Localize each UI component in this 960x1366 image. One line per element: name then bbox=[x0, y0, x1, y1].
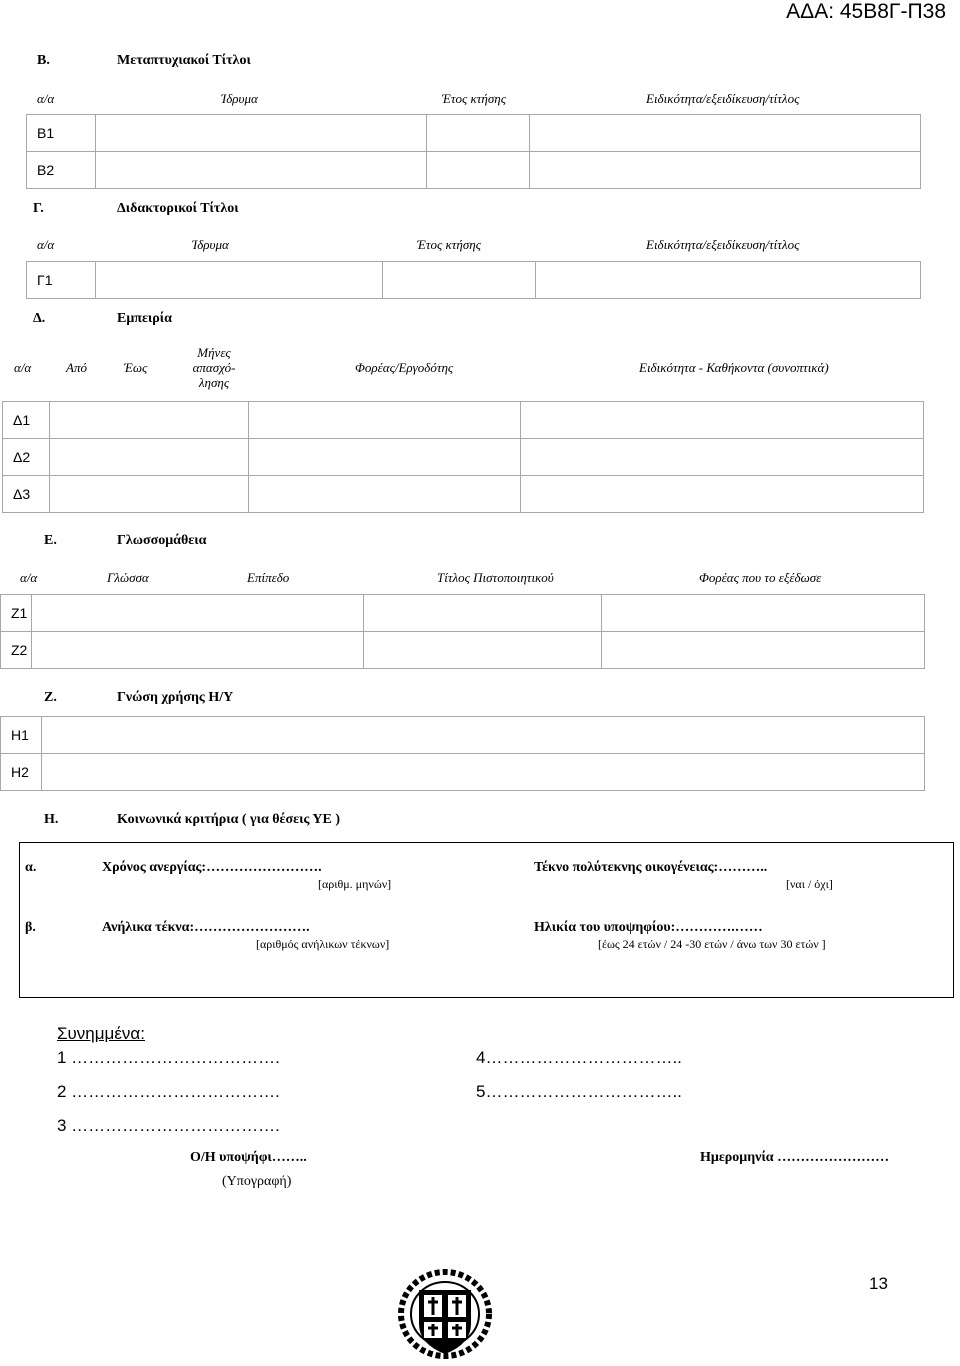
col-header-certificate: Τίτλος Πιστοποιητικού bbox=[437, 570, 554, 585]
col-header-specialty: Ειδικότητα/εξειδίκευση/τίτλος bbox=[646, 91, 800, 106]
table-e bbox=[0, 594, 925, 669]
table-cell[interactable] bbox=[521, 402, 924, 439]
table-cell[interactable] bbox=[521, 439, 924, 476]
section-d-letter: Δ. bbox=[33, 311, 46, 326]
table-cell[interactable] bbox=[602, 632, 925, 669]
attachment-line-5[interactable]: 5…………………………….. bbox=[476, 1082, 682, 1101]
row-label: Δ1 bbox=[3, 402, 50, 439]
table-cell[interactable] bbox=[32, 595, 364, 632]
row-label: Β2 bbox=[27, 152, 96, 189]
col-header-language: Γλώσσα bbox=[107, 570, 149, 585]
row-label: Η1 bbox=[1, 717, 42, 754]
table-cell[interactable] bbox=[427, 152, 530, 189]
col-header-aa: α/α bbox=[20, 570, 38, 585]
col-header-to: Έως bbox=[124, 360, 148, 375]
table-cell[interactable] bbox=[50, 439, 249, 476]
col-header-months bbox=[184, 345, 244, 390]
attachment-line-3[interactable]: 3 ………………………………. bbox=[57, 1116, 280, 1135]
col-header-aa: α/α bbox=[37, 91, 55, 106]
table-g bbox=[26, 261, 921, 299]
table-cell[interactable] bbox=[536, 262, 921, 299]
section-z-letter: Ζ. bbox=[44, 690, 57, 705]
col-header-aa: α/α bbox=[14, 360, 32, 375]
large-family-child-field[interactable]: Τέκνο πολύτεκνης οικογένειας:……….. bbox=[534, 860, 768, 875]
table-cell[interactable] bbox=[427, 115, 530, 152]
attachment-line-4[interactable]: 4…………………………….. bbox=[476, 1048, 682, 1067]
section-e-letter: Ε. bbox=[44, 533, 57, 548]
table-cell[interactable] bbox=[249, 402, 521, 439]
table-cell[interactable] bbox=[364, 595, 602, 632]
col-header-year: Έτος κτήσης bbox=[442, 91, 506, 106]
col-header-from: Από bbox=[66, 360, 87, 375]
section-b-letter: Β. bbox=[37, 53, 50, 68]
attachments-title: Συνημμένα: bbox=[57, 1024, 145, 1043]
table-cell[interactable] bbox=[383, 262, 536, 299]
col-header-issuer: Φορέας που το εξέδωσε bbox=[699, 570, 822, 585]
col-header-level: Επίπεδο bbox=[247, 570, 290, 585]
row-label: Ζ2 bbox=[1, 632, 32, 669]
col-header-institution: Ίδρυμα bbox=[192, 237, 229, 252]
table-cell[interactable] bbox=[249, 439, 521, 476]
col-header-employer: Φορέας/Εργοδότης bbox=[355, 360, 454, 375]
table-cell[interactable] bbox=[42, 717, 925, 754]
table-cell[interactable] bbox=[96, 115, 427, 152]
row-label: Δ3 bbox=[3, 476, 50, 513]
table-cell[interactable] bbox=[249, 476, 521, 513]
row-label: Β1 bbox=[27, 115, 96, 152]
section-e-title: Γλωσσομάθεια bbox=[117, 533, 207, 548]
section-g-title: Διδακτορικοί Τίτλοι bbox=[117, 201, 239, 216]
ada-code: ΑΔΑ: 45Β8Γ-Π38 bbox=[786, 0, 946, 23]
section-d-title: Εμπειρία bbox=[117, 311, 172, 326]
attachment-line-1[interactable]: 1 ………………………………. bbox=[57, 1048, 280, 1067]
col-header-specialty: Ειδικότητα/εξειδίκευση/τίτλος bbox=[646, 237, 800, 252]
table-cell[interactable] bbox=[50, 476, 249, 513]
unemployment-note: [αριθμ. μηνών] bbox=[318, 877, 392, 891]
months-line-3: λησης bbox=[198, 375, 230, 390]
row-label: Η2 bbox=[1, 754, 42, 791]
minor-children-field[interactable]: Ανήλικα τέκνα:……………………. bbox=[102, 920, 310, 935]
months-line-2: απασχό- bbox=[192, 360, 236, 375]
large-family-child-note: [ναι / όχι] bbox=[786, 877, 833, 891]
row-label: Γ1 bbox=[27, 262, 96, 299]
social-b-letter: β. bbox=[25, 920, 36, 935]
candidate-age-note: [έως 24 ετών / 24 -30 ετών / άνω των 30 ετών ] bbox=[598, 937, 826, 951]
section-z-title: Γνώση χρήσης Η/Υ bbox=[117, 690, 234, 705]
row-label: Δ2 bbox=[3, 439, 50, 476]
candidate-label: Ο/Η υποψήφι…….. bbox=[190, 1150, 307, 1165]
unemployment-field[interactable]: Χρόνος ανεργίας:……………………. bbox=[102, 860, 322, 875]
table-cell[interactable] bbox=[96, 152, 427, 189]
table-cell[interactable] bbox=[42, 754, 925, 791]
table-cell[interactable] bbox=[50, 402, 249, 439]
greek-coat-of-arms-emblem bbox=[395, 1262, 495, 1362]
table-b bbox=[26, 114, 921, 189]
page-number: 13 bbox=[869, 1274, 888, 1293]
col-header-aa: α/α bbox=[37, 237, 55, 252]
months-line-1: Μήνες bbox=[197, 345, 231, 360]
table-d bbox=[2, 401, 924, 513]
table-cell[interactable] bbox=[530, 115, 921, 152]
table-cell[interactable] bbox=[521, 476, 924, 513]
table-cell[interactable] bbox=[530, 152, 921, 189]
table-cell[interactable] bbox=[602, 595, 925, 632]
col-header-institution: Ίδρυμα bbox=[221, 91, 258, 106]
table-cell[interactable] bbox=[364, 632, 602, 669]
signature-label: (Υπογραφή) bbox=[222, 1174, 292, 1189]
section-h-title: Κοινωνικά κριτήρια ( για θέσεις ΥΕ ) bbox=[117, 812, 340, 827]
social-a-letter: α. bbox=[25, 860, 37, 875]
row-label: Ζ1 bbox=[1, 595, 32, 632]
table-cell[interactable] bbox=[96, 262, 383, 299]
col-header-duties: Ειδικότητα - Καθήκοντα (συνοπτικά) bbox=[639, 360, 829, 375]
table-cell[interactable] bbox=[32, 632, 364, 669]
section-h-letter: Η. bbox=[44, 812, 59, 827]
section-g-letter: Γ. bbox=[33, 201, 44, 216]
candidate-age-field[interactable]: Ηλικία του υποψηφίου:………….…… bbox=[534, 920, 763, 935]
table-z bbox=[0, 716, 925, 791]
date-field[interactable]: Ημερομηνία …………………… bbox=[700, 1150, 890, 1165]
col-header-year: Έτος κτήσης bbox=[417, 237, 481, 252]
section-b-title: Μεταπτυχιακοί Τίτλοι bbox=[117, 53, 251, 68]
attachment-line-2[interactable]: 2 ………………………………. bbox=[57, 1082, 280, 1101]
minor-children-note: [αριθμός ανήλικων τέκνων] bbox=[256, 937, 390, 951]
